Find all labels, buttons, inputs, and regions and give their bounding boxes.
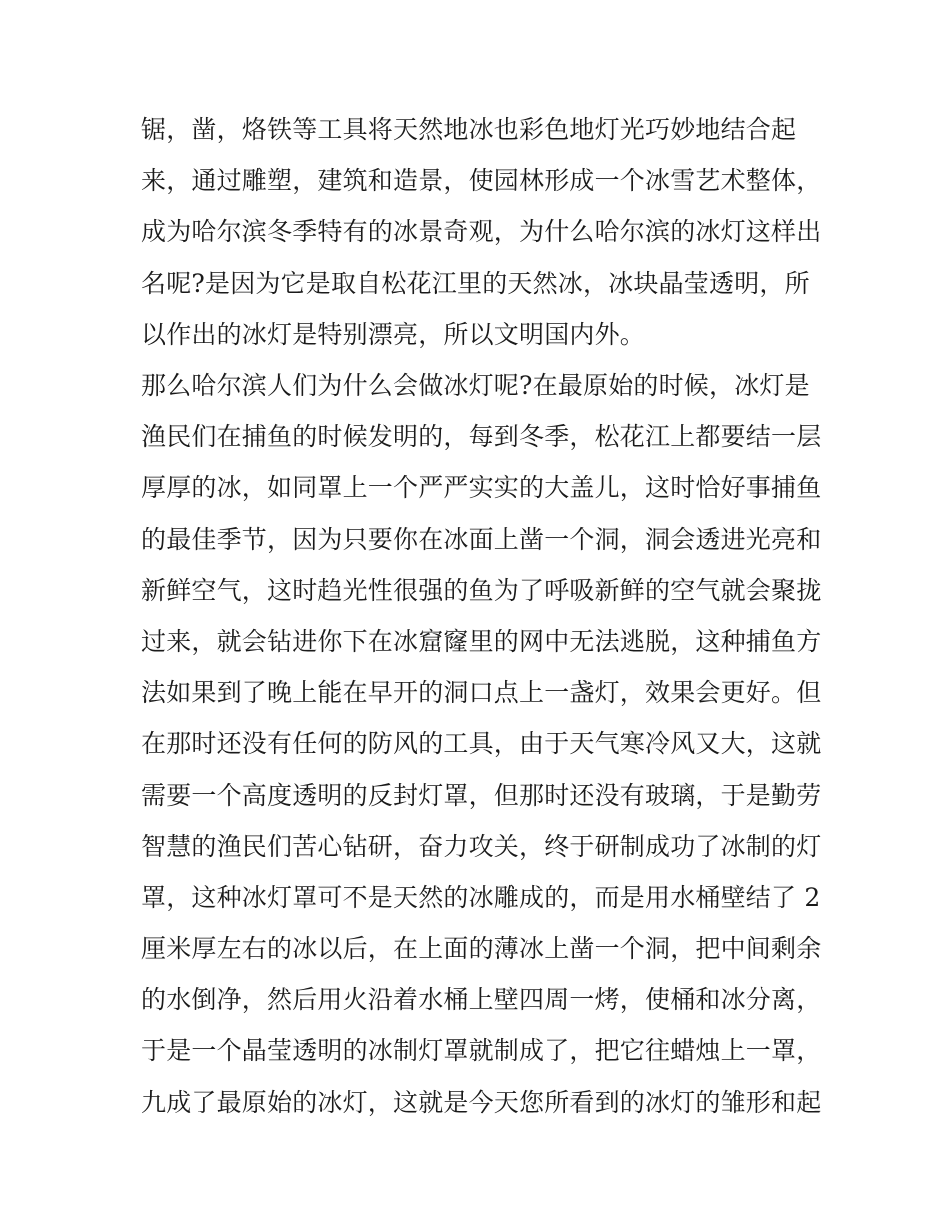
paragraph-line: 需要一个高度透明的反封灯罩，但那时还没有玻璃，于是勤劳 [141,780,822,810]
paragraph-line: 智慧的渔民们苦心钻研，奋力攻关，终于研制成功了冰制的灯 [141,831,822,861]
paragraph-line: 成为哈尔滨冬季特有的冰景奇观，为什么哈尔滨的冰灯这样出 [141,217,822,247]
paragraph-line: 在那时还没有任何的防风的工具，由于天气寒冷风又大，这就 [141,729,822,759]
paragraph-line: 的最佳季节，因为只要你在冰面上凿一个洞，洞会透进光亮和 [141,524,822,554]
paragraph-line: 来，通过雕塑，建筑和造景，使园林形成一个冰雪艺术整体， [141,166,822,196]
paragraph-1 [141,104,821,360]
paragraph-line: 新鲜空气，这时趋光性很强的鱼为了呼吸新鲜的空气就会聚拢 [141,575,822,605]
paragraph-line: 厚厚的冰，如同罩上一个严严实实的大盖儿，这时恰好事捕鱼 [141,473,822,503]
paragraph-line: 法如果到了晚上能在早开的洞口点上一盏灯，效果会更好。但 [141,678,822,708]
paragraph-line: 的水倒净，然后用火沿着水桶上壁四周一烤，使桶和冰分离， [141,985,822,1015]
paragraph-line: 以作出的冰灯是特别漂亮，所以文明国内外。 [141,319,646,349]
paragraph-line: 于是一个晶莹透明的冰制灯罩就制成了，把它往蜡烛上一罩， [141,1036,822,1066]
paragraph-line: 厘米厚左右的冰以后，在上面的薄冰上凿一个洞，把中间剩余 [141,934,822,964]
paragraph-line: 九成了最原始的冰灯，这就是今天您所看到的冰灯的雏形和起 [141,1087,822,1117]
paragraph-line: 罩，这种冰灯罩可不是天然的冰雕成的，而是用水桶壁结了 2 [141,882,821,912]
paragraph-line: 那么哈尔滨人们为什么会做冰灯呢?在最原始的时候，冰灯是 [141,371,810,400]
paragraph-line: 锯，凿，烙铁等工具将天然地冰也彩色地灯光巧妙地结合起 [141,115,797,144]
paragraph-line: 渔民们在捕鱼的时候发明的，每到冬季，松花江上都要结一层 [141,422,822,452]
paragraph-2 [141,360,821,1128]
paragraph-line: 名呢?是因为它是取自松花江里的天然冰，冰块晶莹透明，所 [141,268,810,298]
paragraph-line: 过来，就会钻进你下在冰窟窿里的网中无法逃脱，这种捕鱼方 [141,626,822,656]
